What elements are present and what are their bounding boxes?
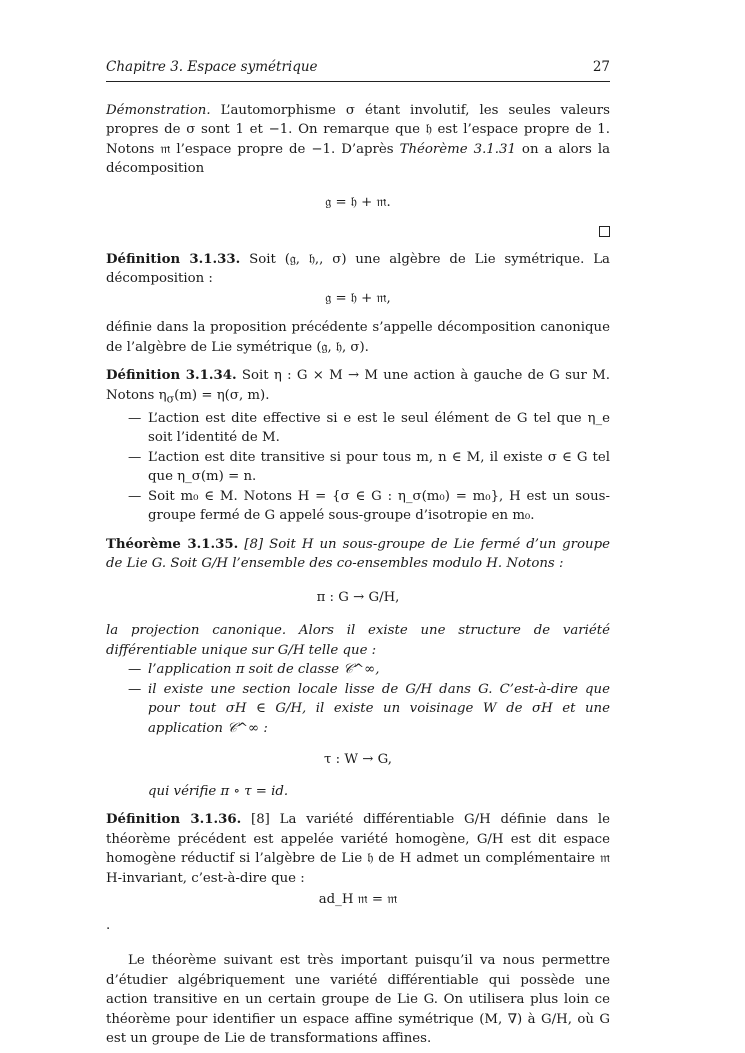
def34-list: [106, 409, 610, 526]
def34-text: Soit η : G × M → M une action à gauche de G sur M. Notons η: [106, 368, 610, 403]
def36-label: Définition 3.1.36.: [106, 812, 242, 828]
proof-text: L’automorphisme σ étant involutif, les seules valeurs propres de σ sont 1 et −1. On remarque que 𝔥 est l’espace propre de 1. Notons 𝔪 l’espace propre de −1. D’après: [106, 102, 610, 157]
def36-equation: ad_H 𝔪 = 𝔪: [318, 892, 398, 908]
qed-square-icon: [599, 226, 610, 237]
thm35-after: la projection canonique. Alors il existe une structure de variété différentiable unique sur G/H telle que :: [106, 623, 610, 658]
def34-label: Définition 3.1.34.: [106, 368, 237, 383]
chapter-title: Chapitre 3. Espace symétrique: [106, 59, 318, 75]
def33-label: Définition 3.1.33.: [106, 251, 241, 267]
list-item: — L’action est dite transitive si pour tous m, n ∈ M, il existe σ ∈ G tel que η_σ(m) = n.: [128, 448, 610, 487]
list-item: — il existe une section locale lisse de G/H dans G. C’est-à-dire que pour tout σH ∈ G/H, il existe un voisinage W de σH et une application 𝒞^∞ :: [128, 680, 610, 739]
page: [106, 58, 610, 1049]
thm35-list: [106, 660, 610, 738]
def34-sub: σ: [166, 392, 175, 406]
definition-3-1-34: [106, 366, 610, 409]
equation-decomposition: 𝔤 = 𝔥 + 𝔪.: [325, 194, 391, 210]
list-item: — Soit m₀ ∈ M. Notons H = {σ ∈ G : η_σ(m₀) = m₀}, H est un sous-groupe fermé de G appelé sous-groupe d’isotropie en m₀.: [128, 487, 610, 526]
def36-text: [8] La variété différentiable G/H définie dans le théorème précédent est appelée variété homogène, G/H est dit espace homogène réductif si l’algèbre de Lie 𝔥 de H admet un complémentaire 𝔪 H-invariant, c’est-à-dire que :: [106, 812, 610, 886]
def33-after: définie dans la proposition précédente s’appelle décomposition canonique de l’algèbre de Lie symétrique (𝔤, 𝔥, σ).: [106, 320, 610, 355]
proof-paragraph: [106, 101, 610, 179]
thm35-verify: qui vérifie π ∘ τ = id.: [148, 783, 289, 799]
thm35-text: [8] Soit H un sous-groupe de Lie fermé d’un groupe de Lie G. Soit G/H l’ensemble des co-ensembles modulo H. Notons :: [106, 536, 610, 572]
page-number: 27: [592, 59, 610, 75]
list-item: — l’application π soit de classe 𝒞^∞,: [128, 660, 610, 680]
theorem-3-1-35: [106, 535, 610, 574]
proof-text-end: on a alors la décomposition: [106, 141, 611, 176]
thm35-equation: π : G → G/H,: [316, 589, 400, 605]
def34-text-end: (m) = η(σ, m).: [174, 387, 270, 403]
final-paragraph: Le théorème suivant est très important puisqu’il va nous permettre d’étudier algébriquement une variété différentiable qui possède une action transitive en un certain groupe de Lie G. On utilisera plus loin ce théorème pour identifier un espace affine symétrique (M, ∇) à G/H, où G est un groupe de Lie de transformations affines.: [106, 953, 610, 1047]
definition-3-1-36: [106, 810, 610, 888]
def33-text: Soit (𝔤, 𝔥,, σ) une algèbre de Lie symétrique. La décomposition :: [106, 251, 610, 286]
running-header: [106, 58, 610, 82]
def36-dot: .: [106, 917, 111, 933]
definition-3-1-33: [106, 250, 610, 289]
thm35-equation-2: τ : W → G,: [324, 752, 392, 768]
qed-mark: [106, 224, 610, 244]
proof-label: Démonstration.: [106, 102, 211, 118]
def33-equation: 𝔤 = 𝔥 + 𝔪,: [325, 290, 391, 306]
thm35-label: Théorème 3.1.35.: [106, 536, 239, 552]
proof-ref: Théorème 3.1.31: [399, 141, 516, 157]
list-item: — L’action est dite effective si e est le seul élément de G tel que η_e soit l’identité de M.: [128, 409, 610, 448]
